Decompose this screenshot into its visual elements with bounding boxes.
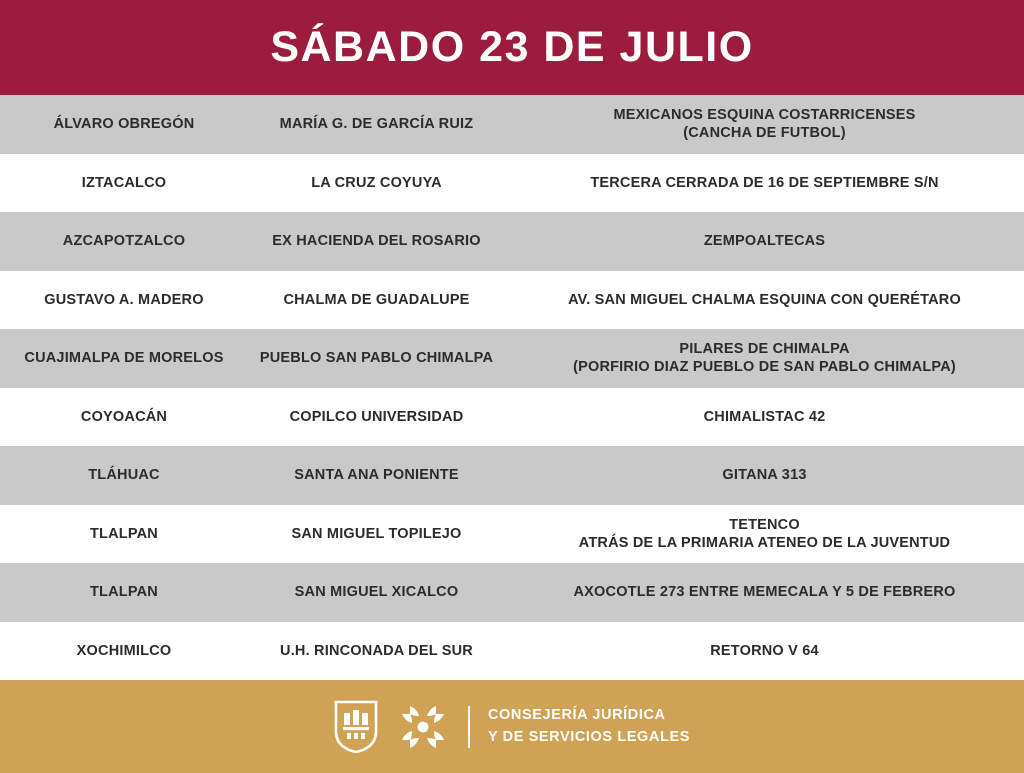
cell-alcaldia: ÁLVARO OBREGÓN [53, 116, 195, 133]
cdmx-shield-icon [334, 700, 378, 754]
cell-alcaldia: COYOACÁN [80, 408, 168, 425]
cell-direccion: AV. SAN MIGUEL CHALMA ESQUINA CON QUERÉTARO [568, 291, 961, 308]
table-row [0, 505, 1024, 564]
footer-divider [468, 706, 470, 748]
cell-direccion: TETENCO ATRÁS DE LA PRIMARIA ATENEO DE LA JUVENTUD [578, 516, 951, 551]
footer-wordmark [488, 705, 690, 747]
cell-alcaldia: CUAJIMALPA DE MORELOS [24, 350, 224, 367]
cell-direccion: TERCERA CERRADA DE 16 DE SEPTIEMBRE S/N [590, 174, 939, 191]
cell-alcaldia: XOCHIMILCO [76, 642, 172, 659]
table-row [0, 563, 1024, 622]
cell-direccion: GITANA 313 [722, 467, 807, 484]
cell-alcaldia: TLALPAN [90, 584, 158, 601]
table-row [0, 154, 1024, 213]
cell-colonia: SANTA ANA PONIENTE [294, 467, 459, 484]
table-row [0, 271, 1024, 330]
cell-direccion: RETORNO V 64 [710, 642, 819, 659]
cell-alcaldia: AZCAPOTZALCO [62, 233, 186, 250]
cell-alcaldia: GUSTAVO A. MADERO [44, 291, 204, 308]
table-row [0, 446, 1024, 505]
cell-alcaldia: TLALPAN [90, 525, 158, 542]
cell-direccion: PILARES DE CHIMALPA (PORFIRIO DIAZ PUEBLO DE SAN PABLO CHIMALPA) [573, 341, 956, 376]
cell-alcaldia: TLÁHUAC [88, 467, 160, 484]
cdmx-knot-icon [396, 700, 450, 754]
footer-bar [0, 680, 1024, 773]
cell-direccion: AXOCOTLE 273 ENTRE MEMECALA Y 5 DE FEBRERO [573, 584, 956, 601]
footer-line-2: Y DE SERVICIOS LEGALES [487, 728, 691, 745]
cell-colonia: SAN MIGUEL XICALCO [294, 584, 459, 601]
locations-table [0, 95, 1024, 680]
cell-alcaldia: IZTACALCO [81, 174, 167, 191]
cell-direccion: ZEMPOALTECAS [703, 233, 826, 250]
table-row [0, 95, 1024, 154]
cell-colonia: PUEBLO SAN PABLO CHIMALPA [259, 350, 494, 367]
cell-direccion: MEXICANOS ESQUINA COSTARRICENSES (CANCHA DE FUTBOL) [613, 107, 916, 142]
cell-colonia: U.H. RINCONADA DEL SUR [280, 642, 473, 659]
cell-colonia: LA CRUZ COYUYA [311, 174, 442, 191]
cell-colonia: EX HACIENDA DEL ROSARIO [272, 233, 481, 250]
cell-direccion: CHIMALISTAC 42 [703, 408, 826, 425]
table-row [0, 329, 1024, 388]
table-row [0, 388, 1024, 447]
cell-colonia: MARÍA G. DE GARCÍA RUIZ [279, 116, 474, 133]
cell-colonia: SAN MIGUEL TOPILEJO [291, 525, 462, 542]
header-banner [0, 0, 1024, 95]
cell-colonia: CHALMA DE GUADALUPE [283, 291, 470, 308]
table-row [0, 212, 1024, 271]
page-title: SÁBADO 23 DE JULIO [270, 23, 754, 71]
cell-colonia: COPILCO UNIVERSIDAD [289, 408, 464, 425]
table-row [0, 622, 1024, 681]
footer-line-1: CONSEJERÍA JURÍDICA [487, 707, 666, 724]
